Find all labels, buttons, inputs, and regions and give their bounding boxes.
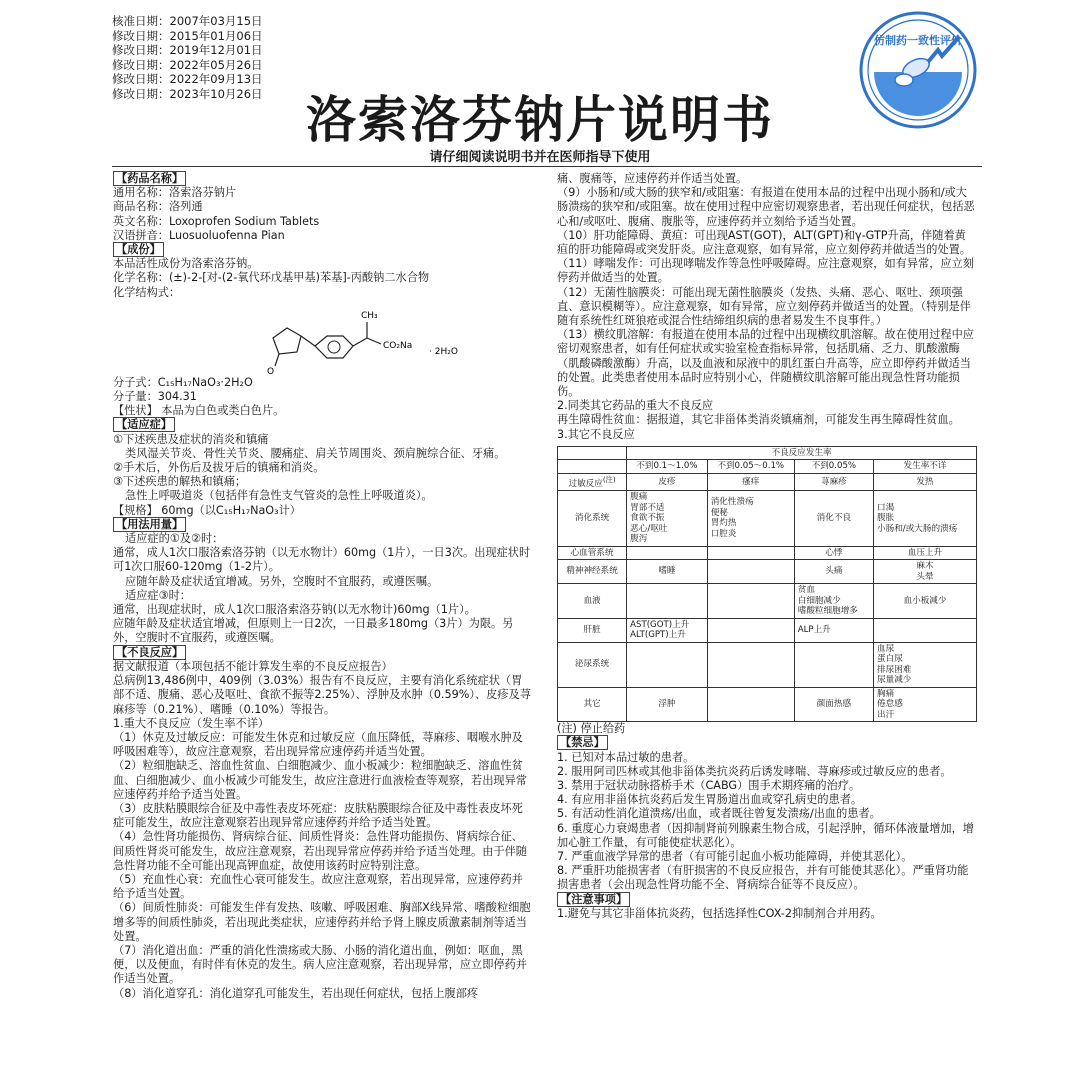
usage-line: 通常，出现症状时，成人1次口服洛索洛芬钠(以无水物计)60mg（1片）。 <box>113 603 476 617</box>
revision-date: 修改日期：2019年12月01日 <box>112 43 263 57</box>
adverse-subheading: 2.同类其它药品的重大不良反应 <box>557 399 714 413</box>
molecular-formula: 分子式：C₁₅H₁₇NaO₃·2H₂O <box>113 375 253 389</box>
approval-date: 核准日期：2007年03月15日 <box>112 14 263 28</box>
table-row-label: 其它 <box>558 687 627 722</box>
adverse-paragraph: 再生障碍性贫血：据报道，其它非甾体类消炎镇痛剂，可能发生再生障碍性贫血。 <box>557 413 960 427</box>
table-cell: ALP上升 <box>794 618 873 642</box>
table-cell: 头痛 <box>794 560 873 584</box>
adverse-reaction-table <box>557 446 977 722</box>
table-cell: 嗜睡 <box>627 560 708 584</box>
adverse-paragraph: （13）横纹肌溶解：有报道在使用本品的过程中出现横纹肌溶解。故在使用过程中应密切观察患者，如有任何症状或实验室检查指标异常，包括肌痛、乏力、肌酸激酶（肌酸磷酸激酶）升高，以及血液和尿液中的肌红蛋白升高等，应立即停药并做适当的处置。此类患者使用本品时应特别小心，伴随横纹肌溶解可能出现急性肾功能损伤。 <box>557 328 974 399</box>
usage-line: 应随年龄及症状适宜增减，但原则上一日2次，一日最多180mg（3片）为限。另外，空腹时不宜服药，或遵医嘱。 <box>113 617 514 645</box>
generic-name: 通用名称：洛索洛芬钠片 <box>113 186 237 200</box>
table-row <box>558 584 977 619</box>
section-heading-contraindications: 【禁忌】 <box>557 736 977 750</box>
adverse-paragraph: （10）肝功能障碍、黄疸：可出现AST(GOT)，ALT(GPT)和γ-GTP升高，伴随着黄疸的肝功能障碍或突发肝炎。应注意观察，如有异常，应立刻停药并做适当的处置。 <box>557 228 971 257</box>
adverse-paragraph: 痛、腹痛等，应速停药并作适当处置。 <box>557 172 748 185</box>
adverse-paragraph: （3）皮肤粘膜眼综合征及中毒性表皮坏死症：皮肤粘膜眼综合征及中毒性表皮坏死症可能发生，故应注意观察若出现异常应速停药并给予适当处置。 <box>113 801 523 830</box>
table-row <box>558 460 977 474</box>
table-row <box>558 618 977 642</box>
indication-2: ②手术后，外伤后及拔牙后的镇痛和消炎。 <box>113 461 325 475</box>
contraindication: 5. 有活动性消化道溃疡/出血，或者既往曾复发溃疡/出血的患者。 <box>557 807 881 821</box>
revision-date: 修改日期：2015年01月06日 <box>112 28 263 43</box>
table-row <box>558 642 977 687</box>
table-row-label: 血液 <box>558 584 627 619</box>
table-row <box>558 546 977 560</box>
page-title: 洛索洛芬钠片说明书 <box>306 91 774 149</box>
contraindication: 6. 重度心力衰竭患者（因抑制肾前列腺素生物合成，引起浮肿，循环体液量增加，增加心脏工作量，有可能使症状恶化）。 <box>557 821 974 849</box>
table-cell <box>627 584 708 619</box>
table-cell: 血尿 蛋白尿 排尿困难 尿量减少 <box>874 642 977 687</box>
table-cell: 血压上升 <box>874 546 977 560</box>
usage-line: 适应症③时： <box>125 588 191 602</box>
right-column <box>557 172 977 921</box>
contraindication: 3. 禁用于冠状动脉搭桥手术（CABG）围手术期疼痛的治疗。 <box>557 779 861 793</box>
section-heading-precautions: 【注意事项】 <box>557 893 977 907</box>
table-cell <box>627 642 708 687</box>
description: 【性状】 本品为白色或类白色片。 <box>113 404 285 418</box>
table-cell: 瘙痒 <box>707 473 794 490</box>
table-cell <box>707 642 794 687</box>
english-name: 英文名称：Loxoprofen Sodium Tablets <box>113 214 320 228</box>
indication-1: ①下述疾患及症状的消炎和镇痛 <box>113 432 269 446</box>
structure-diagram <box>253 300 493 376</box>
adverse-subheading: 3.其它不良反应 <box>557 427 635 441</box>
table-row-label: 肝脏 <box>558 618 627 642</box>
table-row <box>558 560 977 584</box>
table-cell <box>874 618 977 642</box>
specification: 【规格】 60mg（以C₁₅H₁₇NaO₃计） <box>113 503 301 517</box>
usage-line: 适应症的①及②时： <box>125 532 224 546</box>
contraindication: 4. 有应用非甾体抗炎药后发生胃肠道出血或穿孔病史的患者。 <box>557 793 863 807</box>
table-cell <box>794 642 873 687</box>
chemical-name: 化学名称：(±)-2-[对-(2-氧代环戊基甲基)苯基]-丙酸钠二水合物 <box>113 271 430 285</box>
table-cell: 心悸 <box>794 546 873 560</box>
table-cell: 血小板减少 <box>874 584 977 619</box>
table-row <box>558 473 977 490</box>
indication-1-detail: 类风湿关节炎、骨性关节炎、腰痛症、肩关节周围炎、颈肩腕综合征、牙痛。 <box>125 446 506 460</box>
adverse-paragraph: （2）粒细胞缺乏、溶血性贫血、白细胞减少、血小板减少：粒细胞缺乏、溶血性贫血、白细胞减少、血小板减少可能发生，故应注意进行血液检查等观察，若出现异常应速停药并给予适当处置。 <box>113 759 527 801</box>
adverse-paragraph: （5）充血性心衰：充血性心衰可能发生。故应注意观察，若出现异常，应速停药并给予适当处置。 <box>113 872 523 901</box>
table-cell <box>707 618 794 642</box>
page-subtitle: 请仔细阅读说明书并在医师指导下使用 <box>429 150 651 165</box>
section-heading-composition: 【成份】 <box>113 243 533 257</box>
table-row-label: 过敏反应$^{(注)}$ <box>558 473 627 490</box>
table-row <box>558 491 977 547</box>
structure-carboxylate: CO₂Na <box>383 340 413 351</box>
table-cell: 发热 <box>874 473 977 490</box>
table-cell: 荨麻疹 <box>794 473 873 490</box>
revision-date: 修改日期：2022年05月26日 <box>112 57 263 72</box>
contraindication: 2. 服用阿司匹林或其他非甾体类抗炎药后诱发哮喘、荨麻疹或过敏反应的患者。 <box>557 764 952 778</box>
indication-3-detail: 急性上呼吸道炎（包括伴有急性支气管炎的急性上呼吸道炎）。 <box>125 489 433 503</box>
table-cell <box>707 560 794 584</box>
adverse-paragraph: （12）无菌性脑膜炎：可能出现无菌性脑膜炎（发热、头痛、恶心、呕吐、颈项强直、意识模糊等）。应注意观察，如有异常，应立刻停药并做适当的处置。（特别是伴随有系统性红斑狼疮或混合性结缔组织病的患者易发生不良事件。） <box>557 285 971 328</box>
usage-line: 应随年龄及症状适宜增减。另外，空腹时不宜服药，或遵医嘱。 <box>125 574 439 588</box>
contraindication: 7. 严重血液学异常的患者（有可能引起血小板功能障碍，并使其恶化）。 <box>557 850 913 864</box>
table-cell: 麻木 头晕 <box>874 560 977 584</box>
table-row-label: 精神神经系统 <box>558 560 627 584</box>
adverse-paragraph: 1.重大不良反应（发生率不详） <box>113 716 270 730</box>
adverse-paragraph: （1）休克及过敏反应：可能发生休克和过敏反应（血压降低，荨麻疹、咽喉水肿及呼吸困难等），故应注意观察，若出现异常应速停药并适当处置。 <box>113 730 523 759</box>
contraindication: 8. 严重肝功能损害者（有肝损害的不良反应报告，并有可能使其恶化）。严重肾功能损害患者（会出现急性肾功能不全、肾病综合征等不良反应）。 <box>557 864 969 892</box>
table-cell <box>707 687 794 722</box>
section-heading-adverse-reactions: 【不良反应】 <box>113 646 533 660</box>
molecular-weight: 分子量：304.31 <box>113 390 197 404</box>
trade-name: 商品名称：洛列通 <box>113 200 203 214</box>
adverse-paragraph: （8）消化道穿孔：消化道穿孔可能发生，若出现任何症状，包括上腹部疼 <box>113 986 479 1000</box>
table-cell: 颜面热感 <box>794 687 873 722</box>
usage-line: 通常，成人1次口服洛索洛芬钠（以无水物计）60mg（1片），一日3次。出现症状时可1次口服60-120mg（1-2片）。 <box>113 546 531 574</box>
table-cell: 皮疹 <box>627 473 708 490</box>
table-row-label: 心血管系统 <box>558 546 627 560</box>
seal-text: 仿制药一致性评价 <box>874 34 962 47</box>
table-cell: AST(GOT)上升 ALT(GPT)上升 <box>627 618 708 642</box>
header-divider <box>112 166 982 167</box>
table-cell: 贫血 白细胞减少 嗜酸粒细胞增多 <box>794 584 873 619</box>
table-cell <box>627 546 708 560</box>
adverse-paragraph: （11）哮喘发作：可出现哮喘发作等急性呼吸障碍。应注意观察，如有异常，应立刻停药并做适当的处置。 <box>557 257 974 285</box>
table-header: 不到0.1～1.0% <box>627 460 708 474</box>
adverse-paragraph: （6）间质性肺炎：可能发生伴有发热、咳嗽、呼吸困难、胸部X线异常、嗜酸粒细胞增多等的间质性肺炎，若出现此类症状，应速停药并给予肾上腺皮质激素制剂等适当处置。 <box>113 901 531 943</box>
adverse-paragraph: （9）小肠和/或大肠的狭窄和/或阻塞：有报道在使用本品的过程中出现小肠和/或大肠溃疡的狭窄和/或阻塞。故在使用过程中应密切观察患者，若出现任何症状，包括恶心和/或呕吐、腹痛、腹胀等，应速停药并立刻给予适当处置。 <box>557 186 975 228</box>
structure-oxygen: O <box>267 366 275 376</box>
table-row <box>558 446 977 460</box>
table-footnote: (注) 停止给药 <box>557 722 626 736</box>
table-cell: 消化不良 <box>794 491 873 547</box>
composition-line: 本品活性成份为洛索洛芬钠。 <box>113 257 259 271</box>
section-heading-indications: 【适应症】 <box>113 418 533 432</box>
table-cell: 浮肿 <box>627 687 708 722</box>
table-header: 发生率不详 <box>874 460 977 474</box>
adverse-paragraph: （7）消化道出血：严重的消化性溃疡或大肠、小肠的消化道出血，例如：呕血，黑便，以及便血，有时伴有休克的发生。病人应注意观察，若出现异常，应立即停药并作适当处置。 <box>113 943 527 986</box>
table-row-label: 泌尿系统 <box>558 642 627 687</box>
table-cell <box>707 584 794 619</box>
table-header: 不到0.05% <box>794 460 873 474</box>
table-cell: 腹痛 胃部不适 食欲不振 恶心/呕吐 腹泻 <box>627 491 708 547</box>
contraindication: 1. 已知对本品过敏的患者。 <box>557 750 695 764</box>
precaution: 1.避免与其它非甾体抗炎药，包括选择性COX-2抑制剂合并用药。 <box>557 906 882 920</box>
pinyin-name: 汉语拼音：Luosuoluofenna Pian <box>113 228 285 242</box>
adverse-paragraph: （4）急性肾功能损伤、肾病综合征、间质性肾炎：急性肾功能损伤、肾病综合征、间质性肾炎可能发生，故应注意观察，若出现异常应停药并给予适当处理。由于伴随急性肾功能不全可能出现高钾血症，故使用该药时应特别注意。 <box>113 830 527 872</box>
table-cell: 消化性溃疡 便秘 胃灼热 口腔炎 <box>707 491 794 547</box>
revision-date: 修改日期：2022年09月13日 <box>112 72 263 86</box>
table-cell: 口渴 腹胀 小肠和/或大肠的溃疡 <box>874 491 977 547</box>
section-heading-drug-name: 【药品名称】 <box>113 172 533 186</box>
table-cell: 胸痛 倦怠感 出汗 <box>874 687 977 722</box>
chemical-structure <box>113 300 533 376</box>
structure-water: · 2H₂O <box>429 346 458 357</box>
section-heading-usage: 【用法用量】 <box>113 518 533 532</box>
left-column <box>113 172 533 1001</box>
table-row <box>558 687 977 722</box>
table-row-label: 消化系统 <box>558 491 627 547</box>
table-cell <box>707 546 794 560</box>
revision-date: 修改日期：2023年10月26日 <box>112 86 263 101</box>
table-header: 不良反应发生率 <box>627 446 977 460</box>
table-header: 不到0.05～0.1% <box>707 460 794 474</box>
structure-label: 化学结构式： <box>113 285 181 299</box>
indication-3: ③下述疾患的解热和镇痛； <box>113 475 247 489</box>
structure-ch3: CH₃ <box>361 310 378 321</box>
adverse-paragraph: 据文献报道（本项包括不能计算发生率的不良反应报告） <box>113 659 393 673</box>
adverse-paragraph: 总病例13,486例中，409例（3.03%）报告有不良反应，主要有消化系统症状（胃部不适、腹痛、恶心及呕吐、食欲不振等2.25%）、浮肿及水肿（0.59%）、皮疹及荨麻疹等（0.21%）、嗜睡（0.10%）等报告。 <box>113 674 531 716</box>
